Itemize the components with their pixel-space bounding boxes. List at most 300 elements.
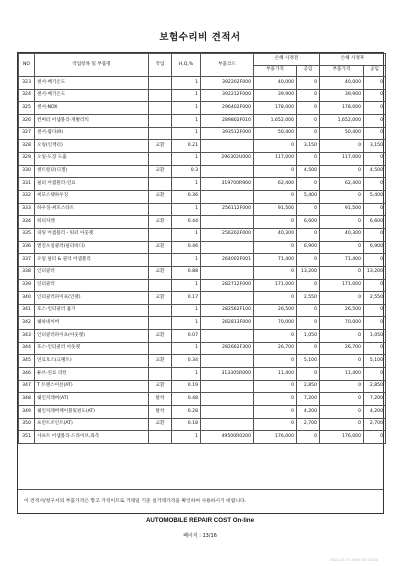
cell-after-part-price: 1,652,000 [320,114,364,127]
cell-before-part-price: 0 [254,165,297,178]
cell-part-code: 289802F010 [201,114,254,127]
cell-no: 338 [19,266,35,279]
cell-no: 330 [19,165,35,178]
cell-part-code: 313305R000 [201,368,254,381]
cell-after-labor: 7,200 [364,393,386,406]
table-row [19,254,386,267]
cell-after-labor: 0 [364,431,386,444]
cell-hqty: 0.88 [172,266,201,279]
cell-item-name: 인터쿨러 [35,266,149,279]
header-before-labor: 공임 [297,65,320,77]
cell-after-labor: 13,200 [364,266,386,279]
cell-work: 탈착 [149,393,172,406]
cell-item-name: 인터쿨러파이프(인렛) [35,292,149,305]
cell-after-labor: 0 [364,178,386,191]
cell-hqty: 1 [172,114,201,127]
cell-before-labor: 2,550 [297,292,320,305]
table-row [19,368,386,381]
cell-no: 346 [19,368,35,381]
cell-item-name: 호스-인터쿨러 아웃렛 [35,342,149,355]
cell-before-part-price: 62,400 [254,178,297,191]
header-work: 작업 [149,54,172,77]
estimate-sheet [17,52,384,514]
table-row [19,266,386,279]
cell-no: 336 [19,241,35,254]
cell-after-labor: 4,200 [364,406,386,419]
cell-part-code: 282712F000 [201,279,254,292]
table-row [19,178,386,191]
cell-after-labor: 0 [364,342,386,355]
cell-before-part-price: 0 [254,418,297,431]
cell-after-part-price: 117,000 [320,152,364,165]
cell-after-labor: 0 [364,228,386,241]
cell-no: 348 [19,393,35,406]
cell-part-code [201,266,254,279]
cell-before-labor: 0 [297,431,320,444]
cell-before-part-price: 0 [254,241,297,254]
cell-work: 교환 [149,292,172,305]
cell-item-name: 센서-NOX [35,102,149,115]
cell-item-name: 쉐하네이버 [35,317,149,330]
cell-before-labor: 0 [297,127,320,140]
table-row [19,152,386,165]
cell-before-part-price: 11,400 [254,368,297,381]
cell-after-part-price: 50,400 [320,127,364,140]
table-row [19,355,386,368]
cell-before-labor: 2,700 [297,418,320,431]
cell-part-code [201,190,254,203]
cell-part-code [201,418,254,431]
cell-before-part-price: 0 [254,190,297,203]
cell-hqty: 1 [172,178,201,191]
cell-before-labor: 2,850 [297,380,320,393]
cell-before-part-price: 178,000 [254,102,297,115]
disclaimer-note: 이 견적서/청구서의 부품가격은 향고 가격이므로 거래일 기준 실거래가격을 확인하여 사용하시기 바랍니다. [18,489,383,513]
cell-item-name: 써모스탯하우징 [35,190,149,203]
table-row [19,203,386,216]
cell-no: 333 [19,203,35,216]
cell-after-part-price: 0 [320,330,364,343]
cell-part-code: 282662F300 [201,342,254,355]
table-row [19,418,386,431]
cell-before-part-price: 176,000 [254,431,297,444]
cell-before-part-price: 40,300 [254,228,297,241]
cell-part-code: 282813F000 [201,317,254,330]
cell-part-code: 49500R0200 [201,431,254,444]
cell-after-part-price: 11,400 [320,368,364,381]
cell-before-labor: 6,900 [297,241,320,254]
cell-before-part-price: 0 [254,355,297,368]
cell-before-labor: 4,200 [297,406,320,419]
cell-before-part-price: 50,400 [254,127,297,140]
cell-item-name: 오일-도장 도출 [35,152,149,165]
cell-before-part-price: 26,700 [254,342,297,355]
table-row [19,342,386,355]
cell-work [149,77,172,90]
cell-part-code [201,216,254,229]
cell-after-labor: 5,100 [364,355,386,368]
cell-work [149,152,172,165]
cell-item-name: 오링(인젝터) [35,140,149,153]
cell-item-name: 센서-배기온도 [35,89,149,102]
cell-after-part-price: 0 [320,216,364,229]
table-row [19,279,386,292]
cell-no: 344 [19,342,35,355]
cell-hqty: 0.18 [172,418,201,431]
cell-after-part-price: 0 [320,393,364,406]
cell-after-labor: 2,700 [364,418,386,431]
cell-hqty: 1 [172,102,201,115]
cell-before-part-price: 117,000 [254,152,297,165]
cell-before-part-price: 39,900 [254,89,297,102]
cell-no: 341 [19,304,35,317]
cell-work [149,228,172,241]
document-title: 보험수리비 견적서 [159,32,241,43]
cell-item-name: 연료호스(크랭트) [35,355,149,368]
cell-hqty: 1 [172,279,201,292]
cell-item-name: 튜브-연료 리턴 [35,368,149,381]
cell-hqty: 1 [172,254,201,267]
cell-work [149,342,172,355]
cell-part-code: 319700R900 [201,178,254,191]
cell-before-labor: 1,050 [297,330,320,343]
table-row [19,114,386,127]
table-row [19,165,386,178]
header-before-part-price: 부품가격 [254,65,297,77]
cell-no: 326 [19,114,35,127]
cell-work: 교환 [149,330,172,343]
table-row [19,393,386,406]
cell-part-code [201,140,254,153]
cell-before-part-price: 0 [254,292,297,305]
table-row [19,241,386,254]
cell-work [149,114,172,127]
cell-item-name: 쉐인지레버케이블및핀도(AT) [35,406,149,419]
table-row [19,380,386,393]
cell-part-code [201,165,254,178]
cell-item-name: 프런트조인트(AT) [35,418,149,431]
cell-no: 331 [19,178,35,191]
cell-part-code [201,355,254,368]
cell-work [149,254,172,267]
cell-before-part-price: 1,652,000 [254,114,297,127]
cell-hqty: 0.46 [172,241,201,254]
cell-after-part-price: 171,000 [320,279,364,292]
cell-item-name: 센서-배기온도 [35,77,149,90]
cell-after-part-price: 62,400 [320,178,364,191]
cell-hqty: 1 [172,368,201,381]
cell-after-labor: 0 [364,368,386,381]
cell-work [149,279,172,292]
cell-before-part-price: 171,000 [254,279,297,292]
cell-hqty: 0.3 [172,165,201,178]
cell-hqty: 0.17 [172,292,201,305]
table-row [19,190,386,203]
cell-before-labor: 0 [297,254,320,267]
cell-item-name: 센서-람다(R) [35,127,149,140]
table-row [19,431,386,444]
table-body [19,77,386,444]
cell-hqty: 1 [172,127,201,140]
cell-after-labor: 0 [364,102,386,115]
cell-part-code [201,406,254,419]
cell-no: 349 [19,406,35,419]
cell-after-labor: 0 [364,254,386,267]
footer-title: AUTOMOBILE REPAIR COST On-line [145,517,255,524]
cell-after-labor: 0 [364,127,386,140]
cell-no: 329 [19,152,35,165]
cell-hqty: 1 [172,342,201,355]
table-row [19,292,386,305]
cell-after-part-price: 0 [320,165,364,178]
cell-no: 340 [19,292,35,305]
cell-no: 342 [19,317,35,330]
header-no: NO [19,54,35,77]
cell-after-labor: 0 [364,279,386,292]
cell-part-code: 256112F000 [201,203,254,216]
cell-hqty: 1 [172,89,201,102]
cell-no: 337 [19,254,35,267]
cell-hqty: 0.21 [172,140,201,153]
cell-before-part-price: 26,500 [254,304,297,317]
cell-after-labor: 0 [364,77,386,90]
cell-after-part-price: 0 [320,355,364,368]
cell-work: 교환 [149,418,172,431]
cell-hqty: 0.07 [172,330,201,343]
cell-before-part-price: 70,000 [254,317,297,330]
cell-hqty: 1 [172,431,201,444]
cell-hqty: 0.36 [172,190,201,203]
cell-item-name: 워터자켓 [35,216,149,229]
print-stamp: 2024-03-07 16:45:35 12260 [330,558,378,562]
cell-after-part-price: 0 [320,241,364,254]
table-row [19,330,386,343]
cell-no: 328 [19,140,35,153]
table-row [19,89,386,102]
cell-after-part-price: 0 [320,190,364,203]
cell-hqty: 0.19 [172,380,201,393]
table-row [19,140,386,153]
cell-after-labor: 6,600 [364,216,386,229]
cell-after-labor: 0 [364,89,386,102]
cell-part-code [201,380,254,393]
cell-before-part-price: 0 [254,330,297,343]
table-row [19,228,386,241]
header-item: 작업항목 및 부품명 [35,54,149,77]
cell-work [149,89,172,102]
cell-hqty: 1 [172,317,201,330]
cell-after-labor: 0 [364,203,386,216]
table-row [19,77,386,90]
cell-work: 교환 [149,241,172,254]
cell-after-part-price: 0 [320,140,364,153]
cell-no: 332 [19,190,35,203]
cell-hqty: 1 [172,77,201,90]
table-row [19,317,386,330]
table-row [19,406,386,419]
cell-work: 교환 [149,165,172,178]
cell-part-code: 282562F100 [201,304,254,317]
cell-no: 334 [19,216,35,229]
cell-after-labor: 0 [364,317,386,330]
cell-part-code: 256202F000 [201,228,254,241]
cell-before-labor: 0 [297,114,320,127]
page-number: 페이지 : 13/16 [183,533,217,539]
cell-hqty: 1 [172,152,201,165]
cell-no: 327 [19,127,35,140]
cell-after-part-price: 39,900 [320,89,364,102]
cell-after-part-price: 0 [320,292,364,305]
cell-no: 350 [19,418,35,431]
cell-before-labor: 0 [297,317,320,330]
cell-before-labor: 4,500 [297,165,320,178]
estimate-table [18,53,386,444]
cell-after-part-price: 40,300 [320,228,364,241]
cell-hqty: 1 [172,228,201,241]
cell-before-labor: 0 [297,178,320,191]
cell-part-code: 393512F000 [201,127,254,140]
cell-after-labor: 6,900 [364,241,386,254]
table-row [19,304,386,317]
cell-item-name: 컨버터 어셈블리-게발러틱 [35,114,149,127]
cell-no: 335 [19,228,35,241]
cell-item-name: 엔진오일쿨러(필터바디) [35,241,149,254]
cell-part-code: 296402F000 [201,102,254,115]
cell-before-part-price: 0 [254,140,297,153]
table-header-row-1 [19,54,386,66]
cell-hqty: 0.44 [172,216,201,229]
cell-part-code [201,393,254,406]
cell-before-labor: 5,100 [297,355,320,368]
cell-part-code: 392212F000 [201,89,254,102]
cell-item-name: 센트럴터(디젤) [35,165,149,178]
cell-item-name: 하우징-써모스타트 [35,203,149,216]
header-after-part-price: 부품가격 [320,65,364,77]
cell-hqty: 0.34 [172,355,201,368]
cell-hqty: 1 [172,304,201,317]
cell-work [149,304,172,317]
cell-after-labor: 5,400 [364,190,386,203]
cell-before-labor: 0 [297,89,320,102]
cell-after-part-price: 176,000 [320,431,364,444]
cell-after-part-price: 0 [320,418,364,431]
cell-work: 교환 [149,355,172,368]
cell-before-labor: 0 [297,342,320,355]
cell-item-name: 오일 필터 & 쿨러 어셈블리 [35,254,149,267]
cell-before-part-price: 0 [254,380,297,393]
header-after: 손해 사정후 [320,54,386,66]
cell-before-labor: 0 [297,368,320,381]
cell-part-code [201,292,254,305]
cell-before-labor: 6,600 [297,216,320,229]
cell-after-part-price: 70,000 [320,317,364,330]
cell-work [149,431,172,444]
cell-after-labor: 0 [364,114,386,127]
cell-work: 교환 [149,190,172,203]
cell-part-code [201,241,254,254]
header-hqty: H,Q,% [172,54,201,77]
cell-before-part-price: 0 [254,406,297,419]
cell-item-name: 샤프트 어셈블리-드라이브,좌측 [35,431,149,444]
cell-after-part-price: 0 [320,406,364,419]
cell-before-labor: 0 [297,304,320,317]
cell-no: 339 [19,279,35,292]
table-row [19,216,386,229]
cell-after-labor: 2,850 [364,380,386,393]
cell-no: 343 [19,330,35,343]
cell-after-part-price: 0 [320,380,364,393]
cell-work [149,102,172,115]
cell-before-part-price: 0 [254,216,297,229]
cell-before-part-price: 71,400 [254,254,297,267]
cell-after-part-price: 26,500 [320,304,364,317]
cell-hqty: 1 [172,203,201,216]
cell-after-labor: 0 [364,304,386,317]
cell-work: 탈착 [149,406,172,419]
cell-no: 324 [19,89,35,102]
cell-item-name: 쉐인지레버(AT) [35,393,149,406]
cell-after-part-price: 0 [320,266,364,279]
cell-work: 교환 [149,380,172,393]
cell-work [149,368,172,381]
cell-work [149,203,172,216]
cell-item-name: T 트랜스미션(AT) [35,380,149,393]
cell-after-labor: 3,150 [364,140,386,153]
cell-work [149,178,172,191]
cell-after-part-price: 71,400 [320,254,364,267]
cell-after-part-price: 91,500 [320,203,364,216]
cell-before-labor: 5,400 [297,190,320,203]
table-row [19,102,386,115]
cell-before-part-price: 40,000 [254,77,297,90]
header-code: 부품코드 [201,54,254,77]
cell-before-labor: 0 [297,102,320,115]
cell-before-labor: 3,150 [297,140,320,153]
cell-before-labor: 13,200 [297,266,320,279]
cell-after-part-price: 40,000 [320,77,364,90]
cell-after-labor: 2,550 [364,292,386,305]
cell-no: 325 [19,102,35,115]
cell-item-name: 피팅 어셈블리 - 워터 아웃렛 [35,228,149,241]
cell-no: 351 [19,431,35,444]
cell-work: 교환 [149,140,172,153]
cell-before-labor: 7,200 [297,393,320,406]
cell-after-labor: 4,500 [364,165,386,178]
cell-part-code: 392202F000 [201,77,254,90]
cell-before-labor: 0 [297,203,320,216]
cell-before-part-price: 0 [254,266,297,279]
cell-item-name: 인터쿨러파이프(아웃렛) [35,330,149,343]
cell-before-part-price: 91,500 [254,203,297,216]
cell-after-part-price: 178,000 [320,102,364,115]
cell-after-labor: 0 [364,152,386,165]
cell-item-name: 인터쿨러 [35,279,149,292]
cell-before-labor: 0 [297,77,320,90]
cell-no: 347 [19,380,35,393]
cell-after-labor: 1,050 [364,330,386,343]
cell-after-part-price: 26,700 [320,342,364,355]
cell-part-code [201,330,254,343]
cell-no: 323 [19,77,35,90]
cell-no: 345 [19,355,35,368]
cell-before-labor: 0 [297,152,320,165]
header-after-labor: 공임 [364,65,386,77]
cell-work [149,317,172,330]
cell-part-code: 264002F001 [201,254,254,267]
cell-item-name: 필터 어셈블리-연료 [35,178,149,191]
cell-work: 교환 [149,266,172,279]
cell-work: 교환 [149,216,172,229]
